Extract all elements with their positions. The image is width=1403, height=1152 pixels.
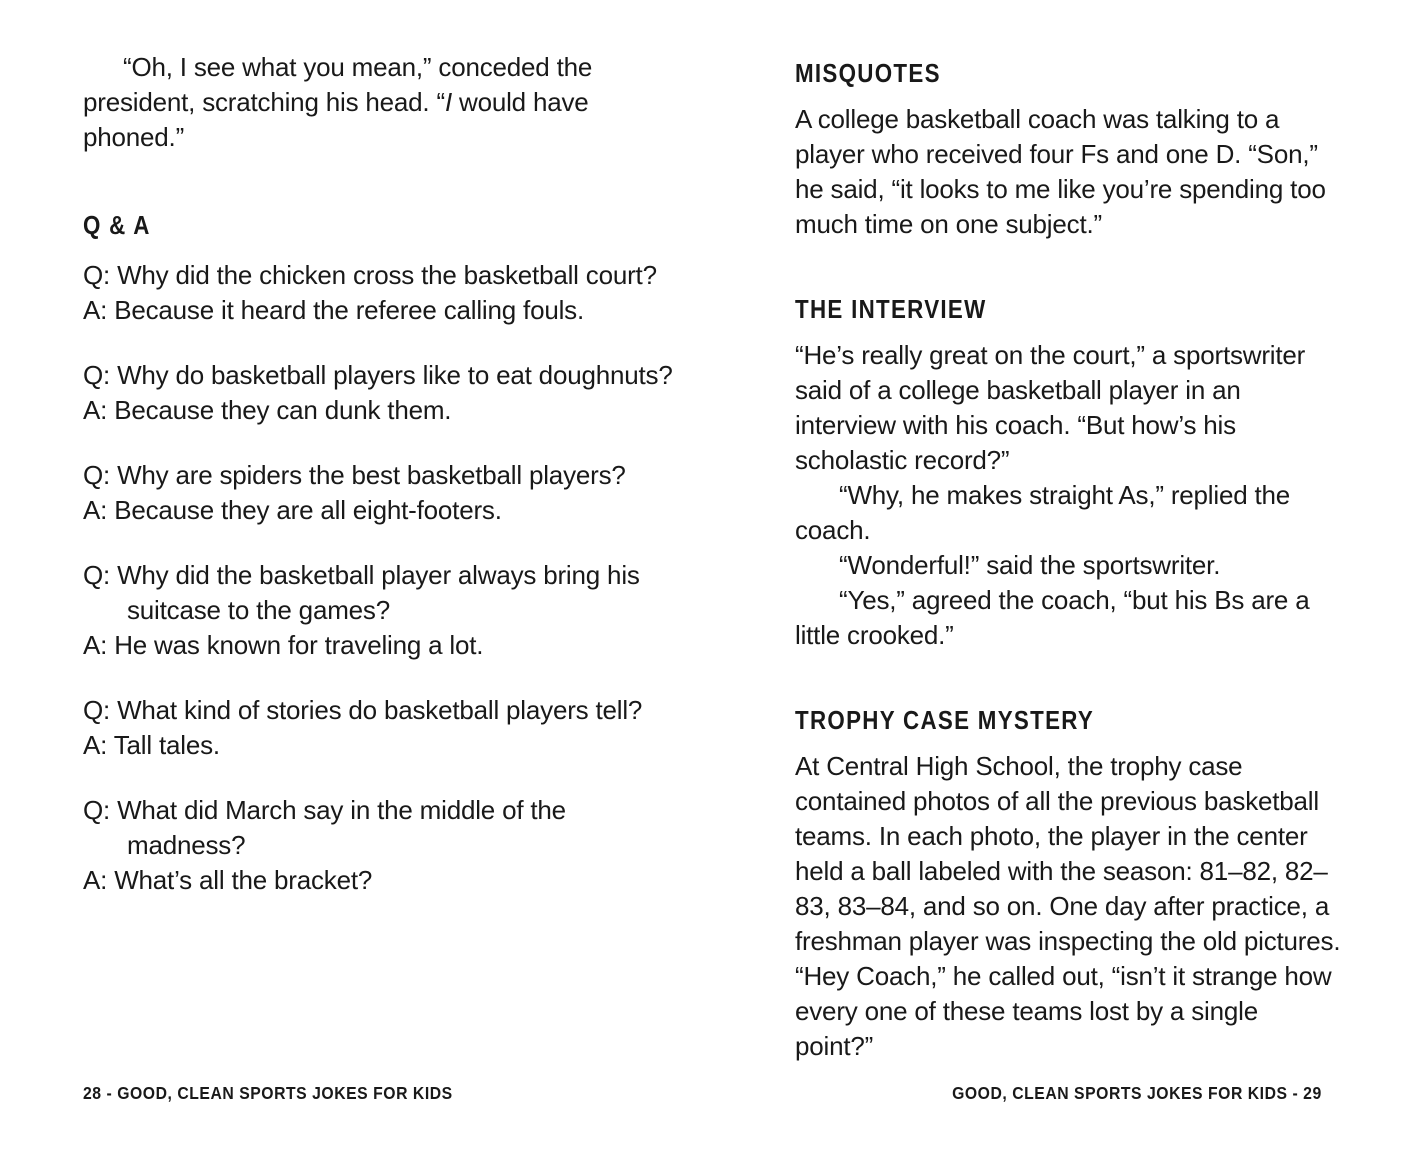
answer-line: A: He was known for traveling a lot.	[83, 630, 484, 660]
section-heading-the-interview: THE INTERVIEW	[795, 294, 987, 324]
qa-list	[83, 258, 675, 898]
qa-item	[83, 558, 675, 663]
right-page	[795, 50, 1343, 1064]
section-paragraph: “He’s really great on the court,” a sportswriter said of a college basketball player in an interview with his coach. “But how’s his scholastic record?”	[795, 340, 1306, 475]
qa-item	[83, 358, 675, 428]
question-line: Q: Why do basketball players like to eat doughnuts?	[83, 360, 673, 390]
opening-text-before: “Oh, I see what you mean,” conceded the president, scratching his head. “	[83, 52, 593, 117]
left-page	[83, 50, 675, 898]
answer-line: A: What’s all the bracket?	[83, 865, 373, 895]
question-line: Q: Why are spiders the best basketball players?	[83, 460, 626, 490]
qa-item	[83, 458, 675, 528]
section-paragraph: At Central High School, the trophy case contained photos of all the previous basketball teams. In each photo, the player in the center held a ball labeled with the season: 81–82, 82–83, 83–84, and so on. One day after practice, a freshman player was inspecting the old pictures. “Hey Coach,” he called out, “isn’t it strange how every one of these teams lost by a single point?”	[795, 751, 1341, 1061]
section-misquotes	[795, 58, 1343, 242]
page-footer-right: GOOD, CLEAN SPORTS JOKES FOR KIDS - 29	[952, 1083, 1322, 1103]
qa-item	[83, 793, 675, 898]
section-paragraph: “Why, he makes straight As,” replied the coach.	[795, 480, 1291, 545]
page-footer-left: 28 - GOOD, CLEAN SPORTS JOKES FOR KIDS	[83, 1083, 453, 1103]
section-paragraph: A college basketball coach was talking to a player who received four Fs and one D. “Son,” he said, “it looks to me like you’re spending too much time on one subject.”	[795, 104, 1326, 239]
section-trophy-case-mystery	[795, 705, 1343, 1064]
question-line: Q: Why did the basketball player always bring his suitcase to the games?	[83, 560, 640, 625]
question-line: Q: What kind of stories do basketball players tell?	[83, 695, 643, 725]
qa-item	[83, 693, 675, 763]
section-heading-qa: Q & A	[83, 210, 151, 240]
section-paragraph: “Yes,” agreed the coach, “but his Bs are a little crooked.”	[795, 585, 1310, 650]
answer-line: A: Because they can dunk them.	[83, 395, 452, 425]
section-heading-trophy-case-mystery: TROPHY CASE MYSTERY	[795, 705, 1095, 735]
section-paragraph: “Wonderful!” said the sportswriter.	[839, 550, 1221, 580]
opening-text-after: would have phoned.”	[83, 87, 589, 152]
answer-line: A: Tall tales.	[83, 730, 220, 760]
opening-text-italic: I	[444, 87, 452, 117]
section-heading-misquotes: MISQUOTES	[795, 58, 941, 88]
answer-line: A: Because they are all eight-footers.	[83, 495, 502, 525]
answer-line: A: Because it heard the referee calling fouls.	[83, 295, 584, 325]
question-line: Q: What did March say in the middle of the madness?	[83, 795, 566, 860]
qa-item	[83, 258, 675, 328]
section-the-interview	[795, 294, 1343, 653]
opening-paragraph	[83, 50, 675, 155]
question-line: Q: Why did the chicken cross the basketball court?	[83, 260, 657, 290]
